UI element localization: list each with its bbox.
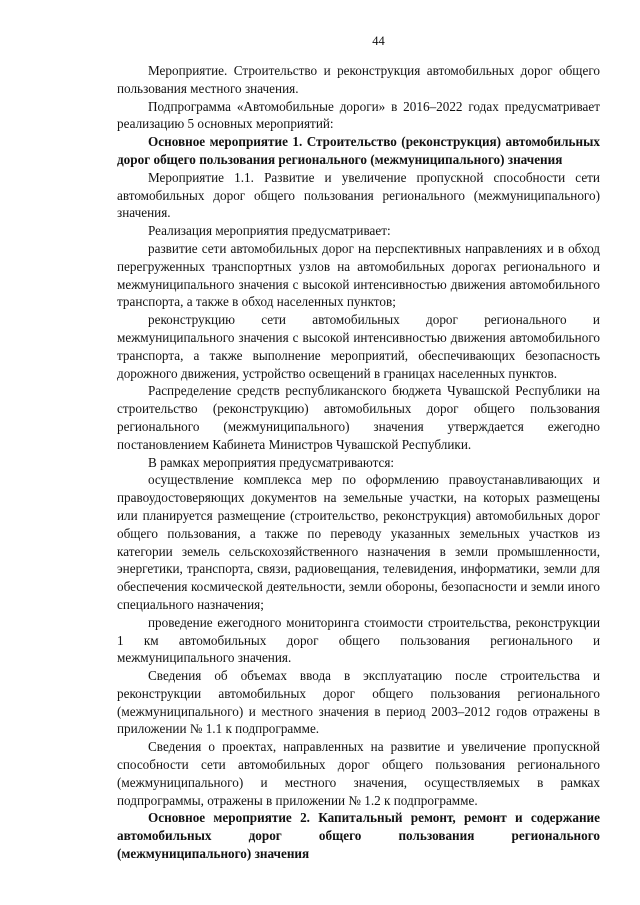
paragraph-6: реконструкцию сети автомобильных дорог регионального и межмуниципального значения с высокой интенсивностью движения автомобильного транспорта, а также выполнение мероприятий, обеспечивающих безопасность дорожного движения, устройство освещений в границах населенных пунктов.	[117, 312, 600, 381]
paragraph-4: Реализация мероприятия предусматривает:	[148, 223, 391, 239]
paragraph-9: осуществление комплекса мер по оформлению правоустанавливающих и правоудостоверяющих документов на земельные участки, на которых размещены или планируется размещение (строительство, реконструкция) автомобильных дорог общего пользования, а также по переводу указанных земельных участков из категории земель сельскохозяйственного назначения в земли промышленности, энергетики, транспорта, связи, радиовещания, телевидения, информатики, земли для обеспечения космической деятельности, земли обороны, безопасности и земли иного специального назначения;	[117, 472, 600, 612]
page-number: 44	[372, 34, 385, 48]
paragraph-5: развитие сети автомобильных дорог на перспективных направлениях и в обход перегруженных транспортных узлов на автомобильных дорогах регионального и межмуниципального значения с высокой интенсивностью движения автомобильного транспорта, а также в обход населенных пунктов;	[117, 240, 600, 310]
paragraph-1: Мероприятие. Строительство и реконструкция автомобильных дорог общего пользования местного значения.	[117, 63, 600, 96]
paragraph-11: Сведения об объемах ввода в эксплуатацию после строительства и реконструкции автомобильных дорог общего пользования регионального (межмуниципального) и местного значения в период 2003–2012 годов отражены в приложении № 1.1 к подпрограмме.	[117, 668, 600, 737]
paragraph-3: Мероприятие 1.1. Развитие и увеличение пропускной способности сети автомобильных дорог общего пользования регионального (межмуниципального) значения.	[117, 169, 600, 221]
section-heading-2: Основное мероприятие 2. Капитальный ремонт, ремонт и содержание автомобильных дорог общего пользования регионального (межмуниципального) значения	[117, 810, 600, 862]
paragraph-8: В рамках мероприятия предусматриваются:	[148, 454, 395, 470]
paragraph-7: Распределение средств республиканского бюджета Чувашской Республики на строительство (реконструкцию) автомобильных дорог общего пользования регионального (межмуниципального) значения утверждается ежегодно постановлением Кабинета Министров Чувашской Республики.	[117, 383, 600, 452]
paragraph-12: Сведения о проектах, направленных на развитие и увеличение пропускной способности сети автомобильных дорог общего пользования регионального (межмуниципального) и местного значения, осуществляемых в рамках подпрограммы, отражены в приложении № 1.2 к подпрограмме.	[117, 739, 600, 808]
paragraph-10: проведение ежегодного мониторинга стоимости строительства, реконструкции 1 км автомобильных дорог общего пользования регионального и межмуниципального значения.	[117, 614, 600, 666]
section-heading-1: Основное мероприятие 1. Строительство (реконструкция) автомобильных дорог общего пользования регионального (межмуниципального) значения	[117, 134, 600, 167]
paragraph-2: Подпрограмма «Автомобильные дороги» в 2016–2022 годах предусматривает реализацию 5 основных мероприятий:	[117, 98, 600, 132]
document-body	[117, 62, 600, 863]
